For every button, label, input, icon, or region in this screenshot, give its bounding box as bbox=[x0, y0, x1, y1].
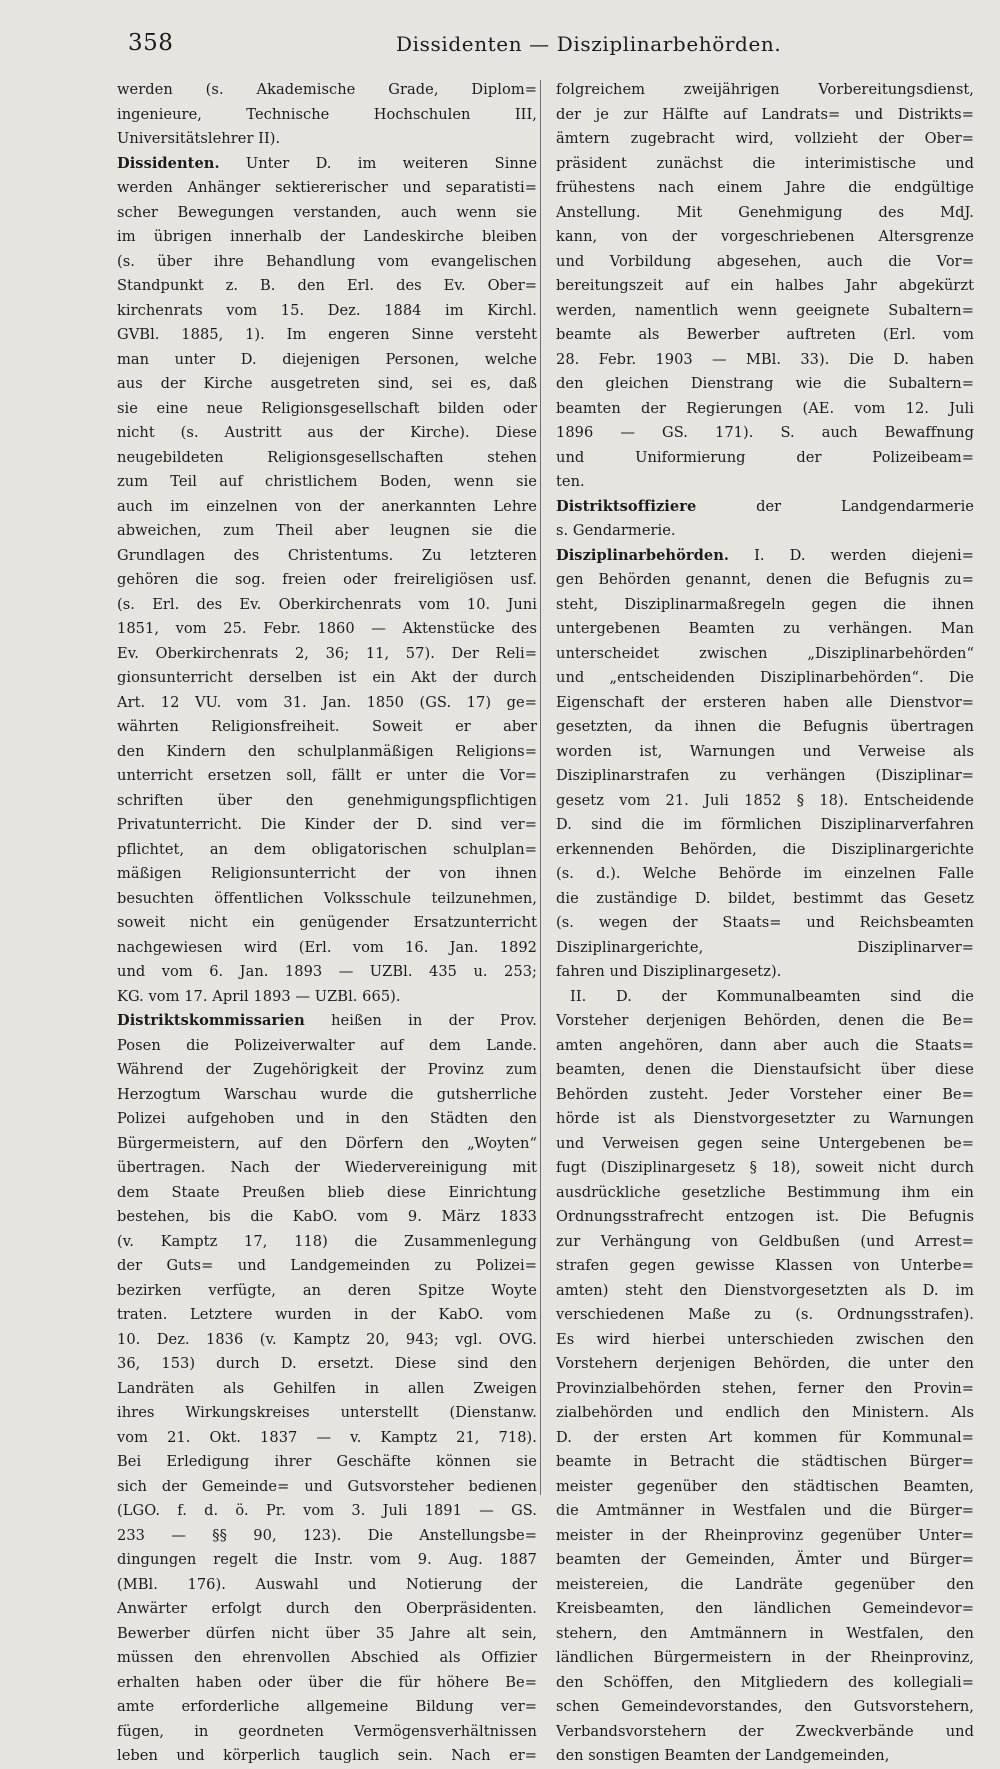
text-line: 10. Dez. 1836 (v. Kamptz 20, 943; vgl. OVG. bbox=[117, 1330, 537, 1348]
text-line: 28. Febr. 1903 — MBl. 33). Die D. haben bbox=[556, 350, 974, 368]
text-line: werden (s. Akademische Grade, Diplom= bbox=[117, 81, 537, 98]
text-line: Verbandsvorstehern der Zweckverbände und bbox=[556, 1722, 974, 1740]
text-line: Grundlagen des Christentums. Zu letzteren bbox=[117, 546, 537, 564]
text-line: GVBl. 1885, 1). Im engeren Sinne versteht bbox=[117, 326, 537, 343]
text-line: abweichen, zum Theil aber leugnen sie die bbox=[117, 522, 537, 539]
text-line: amten) steht den Dienstvorgesetzten als D. im bbox=[556, 1281, 974, 1299]
left-column bbox=[117, 78, 537, 1769]
text-line: leben und körperlich tauglich sein. Nach er= bbox=[117, 1747, 537, 1764]
text-line: dem Staate Preußen blieb diese Einrichtung bbox=[117, 1183, 537, 1201]
text-line: nicht (s. Austritt aus der Kirche). Diese bbox=[117, 424, 537, 441]
text-line: fugt (Disziplinargesetz § 18), soweit nicht durch bbox=[556, 1159, 974, 1176]
text-line: (s. d.). Welche Behörde im einzelnen Falle bbox=[556, 865, 974, 882]
text-line: strafen gegen gewisse Klassen von Unterbe= bbox=[556, 1257, 974, 1274]
text-line: (v. Kamptz 17, 118) die Zusammenlegung bbox=[117, 1232, 537, 1250]
text-line: frühestens nach einem Jahre die endgültige bbox=[556, 179, 974, 196]
text-line: und „entscheidenden Disziplinarbehörden“. Die bbox=[556, 669, 974, 686]
text-line: übertragen. Nach der Wiedervereinigung mit bbox=[117, 1159, 537, 1176]
right-column bbox=[556, 78, 974, 1769]
text-line: KG. vom 17. April 1893 — UZBl. 665). bbox=[117, 987, 401, 1005]
text-line: sie eine neue Religionsgesellschaft bilden oder bbox=[117, 399, 537, 417]
text-line: (s. Erl. des Ev. Oberkirchenrats vom 10. Juni bbox=[117, 595, 537, 613]
text-line: und Uniformierung der Polizeibeam= bbox=[556, 448, 974, 466]
text-line: Anstellung. Mit Genehmigung des MdJ. bbox=[556, 203, 974, 221]
text-line: steht, Disziplinarmaßregeln gegen die ihnen bbox=[556, 595, 974, 613]
text-line: (s. über ihre Behandlung vom evangelischen bbox=[117, 252, 537, 270]
text-line: neugebildeten Religionsgesellschaften stehen bbox=[117, 448, 537, 466]
text-line: gehören die sog. freien oder freireligiösen usf. bbox=[117, 571, 537, 588]
text-line: Standpunkt z. B. den Erl. des Ev. Ober= bbox=[117, 277, 537, 294]
text-line: Es wird hierbei unterschieden zwischen den bbox=[556, 1330, 974, 1348]
text-line: mäßigen Religionsunterricht der von ihnen bbox=[117, 865, 537, 882]
text-line: beamten der Regierungen (AE. vom 12. Juli bbox=[556, 399, 974, 417]
text-line: zum Teil auf christlichem Boden, wenn sie bbox=[117, 473, 537, 490]
text-line: unterscheidet zwischen „Disziplinarbehörden“ bbox=[556, 644, 974, 662]
text-line: Bewerber dürfen nicht über 35 Jahre alt sein, bbox=[117, 1624, 537, 1642]
text-line: sich der Gemeinde= und Gutsvorsteher bedienen bbox=[117, 1477, 537, 1495]
page-number: 358 bbox=[128, 30, 174, 56]
text-line: (MBl. 176). Auswahl und Notierung der bbox=[117, 1575, 537, 1593]
text-line: Vorstehern derjenigen Behörden, die unter den bbox=[556, 1355, 974, 1372]
text-line: Distriktsoffiziere der Landgendarmerie bbox=[556, 497, 974, 515]
text-line: bereitungszeit auf ein halbes Jahr abgekürzt bbox=[556, 277, 974, 294]
text-line: präsident zunächst die interimistische und bbox=[556, 154, 974, 172]
text-line: worden ist, Warnungen und Verweise als bbox=[556, 742, 974, 760]
text-line: folgreichem zweijährigen Vorbereitungsdienst, bbox=[556, 81, 974, 98]
text-line: stehern, den Amtmännern in Westfalen, den bbox=[556, 1624, 974, 1642]
text-line: besuchten öffentlichen Volksschule teilzunehmen, bbox=[117, 889, 537, 907]
text-line: und Vorbildung abgesehen, auch die Vor= bbox=[556, 252, 974, 270]
text-line: Disziplinarbehörden. I. D. werden diejeni= bbox=[556, 546, 974, 564]
text-line: ämtern zugebracht wird, vollzieht der Ober= bbox=[556, 130, 974, 147]
text-line: untergebenen Beamten zu verhängen. Man bbox=[556, 620, 974, 637]
text-line: 233 — §§ 90, 123). Die Anstellungsbe= bbox=[117, 1526, 537, 1544]
text-line: Vorsteher derjenigen Behörden, denen die Be= bbox=[556, 1012, 974, 1029]
text-line: amte erforderliche allgemeine Bildung ver= bbox=[117, 1698, 537, 1715]
text-line: Distriktskommissarien heißen in der Prov. bbox=[117, 1012, 537, 1029]
text-line: 1896 — GS. 171). S. auch Bewaffnung bbox=[556, 424, 974, 441]
text-line: meister gegenüber den städtischen Beamten, bbox=[556, 1477, 974, 1495]
text-line: Landräten als Gehilfen in allen Zweigen bbox=[117, 1379, 537, 1397]
text-line: Disziplinargerichte, Disziplinarver= bbox=[556, 938, 974, 956]
text-line: Ev. Oberkirchenrats 2, 36; 11, 57). Der Reli= bbox=[117, 644, 537, 662]
text-line: den sonstigen Beamten der Landgemeinden, bbox=[556, 1747, 890, 1764]
text-line: kirchenrats vom 15. Dez. 1884 im Kirchl. bbox=[117, 301, 537, 319]
text-line: erhalten haben oder über die für höhere Be= bbox=[117, 1673, 537, 1691]
text-line: Bürgermeistern, auf den Dörfern den „Woyten“ bbox=[117, 1134, 537, 1152]
text-line: Während der Zugehörigkeit der Provinz zum bbox=[117, 1061, 537, 1078]
text-line: zur Verhängung von Geldbußen (und Arrest= bbox=[556, 1232, 974, 1250]
text-line: und Verweisen gegen seine Untergebenen be= bbox=[556, 1134, 974, 1152]
text-line: die zuständige D. bildet, bestimmt das Gesetz bbox=[556, 889, 974, 907]
text-line: schen Gemeindevorstandes, den Gutsvorstehern, bbox=[556, 1698, 974, 1715]
text-line: D. sind die im förmlichen Disziplinarverfahren bbox=[556, 816, 974, 833]
text-line: und vom 6. Jan. 1893 — UZBl. 435 u. 253; bbox=[117, 963, 537, 980]
text-line: beamten, denen die Dienstaufsicht über diese bbox=[556, 1061, 974, 1078]
text-line: auch im einzelnen von der anerkannten Lehre bbox=[117, 497, 537, 515]
text-line: Behörden zusteht. Jeder Vorsteher einer Be= bbox=[556, 1085, 974, 1103]
text-line: fügen, in geordneten Vermögensverhältnissen bbox=[117, 1722, 537, 1740]
text-line: Disziplinarstrafen zu verhängen (Disziplinar= bbox=[556, 767, 974, 784]
text-line: währten Religionsfreiheit. Soweit er aber bbox=[117, 718, 537, 735]
text-line: (s. wegen der Staats= und Reichsbeamten bbox=[556, 914, 974, 931]
text-line: den Kindern den schulplanmäßigen Religions= bbox=[117, 742, 537, 760]
text-line: meistereien, die Landräte gegenüber den bbox=[556, 1575, 974, 1593]
page-header bbox=[128, 30, 968, 66]
text-line: Universitätslehrer II). bbox=[117, 130, 281, 147]
text-line: zialbehörden und endlich den Ministern. Als bbox=[556, 1404, 974, 1421]
text-line: ten. bbox=[556, 473, 585, 490]
text-line: werden Anhänger sektiererischer und separatisti= bbox=[117, 179, 537, 196]
text-line: kann, von der vorgeschriebenen Altersgrenze bbox=[556, 228, 974, 245]
text-line: gen Behörden genannt, denen die Befugnis zu= bbox=[556, 571, 974, 588]
text-line: Eigenschaft der ersteren haben alle Dienstvor= bbox=[556, 693, 974, 711]
text-line: Art. 12 VU. vom 31. Jan. 1850 (GS. 17) ge= bbox=[117, 693, 537, 711]
text-line: s. Gendarmerie. bbox=[556, 522, 676, 539]
text-line: dingungen regelt die Instr. vom 9. Aug. 1887 bbox=[117, 1551, 537, 1568]
text-line: (LGO. f. d. ö. Pr. vom 3. Juli 1891 — GS. bbox=[117, 1502, 537, 1519]
text-line: hörde ist als Dienstvorgesetzter zu Warnungen bbox=[556, 1110, 974, 1127]
text-line: ingenieure, Technische Hochschulen III, bbox=[117, 105, 537, 123]
text-line: nachgewiesen wird (Erl. vom 16. Jan. 1892 bbox=[117, 938, 537, 956]
text-line: fahren und Disziplinargesetz). bbox=[556, 963, 782, 980]
text-line: pflichtet, an dem obligatorischen schulplan= bbox=[117, 840, 537, 858]
text-line: vom 21. Okt. 1837 — v. Kamptz 21, 718). bbox=[117, 1428, 537, 1446]
text-line: Polizei aufgehoben und in den Städten den bbox=[117, 1110, 537, 1127]
text-line: Herzogtum Warschau wurde die gutsherrliche bbox=[117, 1085, 537, 1103]
text-line: Anwärter erfolgt durch den Oberpräsidenten. bbox=[117, 1600, 537, 1617]
text-line: Posen die Polizeiverwalter auf dem Lande. bbox=[117, 1036, 537, 1054]
text-line: II. D. der Kommunalbeamten sind die bbox=[570, 987, 974, 1005]
text-line: D. der ersten Art kommen für Kommunal= bbox=[556, 1428, 974, 1446]
entry-headword: Distriktsoffiziere bbox=[556, 497, 697, 515]
text-line: den gleichen Dienstrang wie die Subaltern= bbox=[556, 375, 974, 392]
text-line: aus der Kirche ausgetreten sind, sei es, daß bbox=[117, 375, 537, 392]
text-line: müssen den ehrenvollen Abschied als Offizier bbox=[117, 1649, 537, 1666]
text-line: bestehen, bis die KabO. vom 9. März 1833 bbox=[117, 1208, 537, 1225]
text-line: Bei Erledigung ihrer Geschäfte können sie bbox=[117, 1453, 537, 1470]
text-line: im übrigen innerhalb der Landeskirche bleiben bbox=[117, 228, 537, 245]
text-line: Ordnungsstrafrecht entzogen ist. Die Befugnis bbox=[556, 1208, 974, 1225]
text-line: traten. Letztere wurden in der KabO. vom bbox=[117, 1306, 537, 1323]
text-line: beamte als Bewerber auftreten (Erl. vom bbox=[556, 326, 974, 343]
text-line: 36, 153) durch D. ersetzt. Diese sind den bbox=[117, 1355, 537, 1372]
text-line: ihres Wirkungskreises unterstellt (Dienstanw. bbox=[117, 1404, 537, 1421]
text-line: beamte in Betracht die städtischen Bürger= bbox=[556, 1453, 974, 1470]
text-line: ausdrückliche gesetzliche Bestimmung ihm ein bbox=[556, 1183, 974, 1201]
text-line: werden, namentlich wenn geeignete Subaltern= bbox=[556, 301, 974, 319]
column-divider bbox=[540, 80, 541, 1495]
text-line: unterricht ersetzen soll, fällt er unter die Vor= bbox=[117, 767, 537, 784]
text-line: die Amtmänner in Westfalen und die Bürger= bbox=[556, 1502, 974, 1519]
text-line: soweit nicht ein genügender Ersatzunterricht bbox=[117, 914, 537, 931]
text-line: beamten der Gemeinden, Ämter und Bürger= bbox=[556, 1551, 974, 1568]
text-line: den Schöffen, den Mitgliedern des kollegiali= bbox=[556, 1673, 974, 1691]
text-line: ländlichen Bürgermeistern in der Rheinprovinz, bbox=[556, 1649, 974, 1666]
text-line: meister in der Rheinprovinz gegenüber Unter= bbox=[556, 1526, 974, 1544]
text-line: der Guts= und Landgemeinden zu Polizei= bbox=[117, 1257, 537, 1274]
running-title: Dissidenten — Disziplinarbehörden. bbox=[396, 32, 782, 56]
entry-headword: Distriktskommissarien bbox=[117, 1012, 305, 1029]
text-line: schriften über den genehmigungspflichtigen bbox=[117, 791, 537, 809]
text-line: Dissidenten. Unter D. im weiteren Sinne bbox=[117, 154, 537, 172]
text-line: Provinzialbehörden stehen, ferner den Provin= bbox=[556, 1379, 974, 1397]
text-line: 1851, vom 25. Febr. 1860 — Aktenstücke des bbox=[117, 620, 537, 637]
text-line: bezirken verfügte, an deren Spitze Woyte bbox=[117, 1281, 537, 1299]
text-line: gesetz vom 21. Juli 1852 § 18). Entscheidende bbox=[556, 791, 974, 809]
text-line: gionsunterricht derselben ist ein Akt der durch bbox=[117, 669, 537, 686]
entry-headword: Disziplinarbehörden. bbox=[556, 546, 729, 564]
text-line: erkennenden Behörden, die Disziplinargerichte bbox=[556, 840, 974, 858]
text-line: Privatunterricht. Die Kinder der D. sind ver= bbox=[117, 816, 537, 833]
text-line: scher Bewegungen verstanden, auch wenn sie bbox=[117, 203, 537, 221]
text-line: man unter D. diejenigen Personen, welche bbox=[117, 350, 537, 368]
entry-headword: Dissidenten. bbox=[117, 154, 220, 172]
text-line: der je zur Hälfte auf Landrats= und Distrikts= bbox=[556, 105, 974, 123]
text-line: Kreisbeamten, den ländlichen Gemeindevor= bbox=[556, 1600, 974, 1617]
text-line: gesetzten, da ihnen die Befugnis übertragen bbox=[556, 718, 974, 735]
text-line: amten angehören, dann aber auch die Staats= bbox=[556, 1036, 974, 1054]
text-line: verschiedenen Maße zu (s. Ordnungsstrafen). bbox=[556, 1306, 974, 1323]
